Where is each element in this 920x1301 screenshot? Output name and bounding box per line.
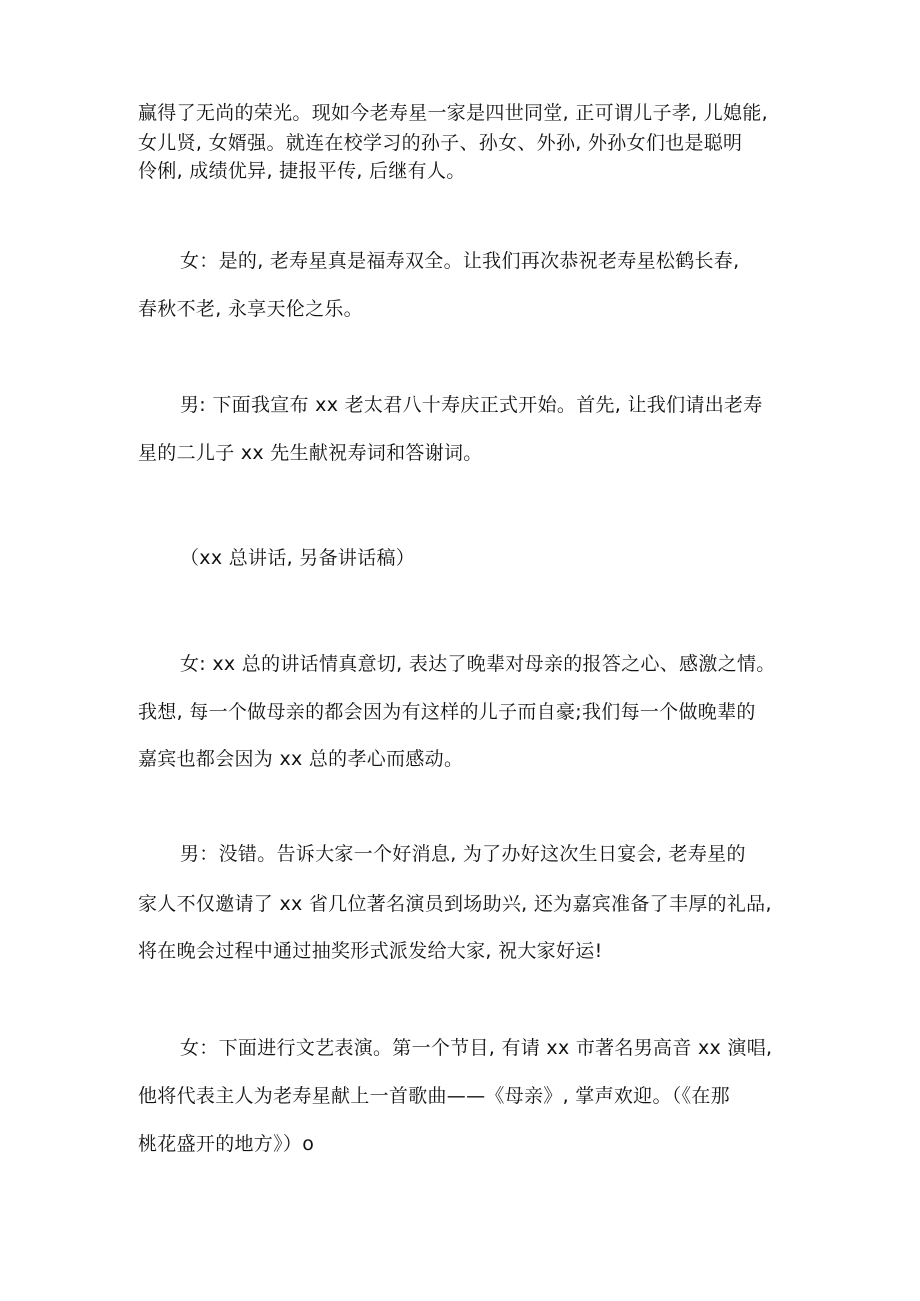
paragraph-5-line-1: 女: xx 总的讲话情真意切, 表达了晚辈对母亲的报答之心、感激之情。 xyxy=(180,653,776,675)
paragraph-3-line-1: 男: 下面我宣布 xx 老太君八十寿庆正式开始。首先, 让我们请出老寿 xyxy=(180,394,763,416)
paragraph-2-line-2: 春秋不老, 永享天伦之乐。 xyxy=(138,298,363,320)
paragraph-5-line-3: 嘉宾也都会因为 xx 总的孝心而感动。 xyxy=(138,748,464,770)
paragraph-7-line-3: 桃花盛开的地方》）o xyxy=(138,1133,315,1155)
paragraph-1-line-3: 伶俐, 成绩优异, 捷报平传, 后继有人。 xyxy=(138,160,466,182)
paragraph-1-line-2: 女儿贤, 女婿强。就连在校学习的孙子、孙女、外孙, 外孙女们也是聪明 xyxy=(138,132,743,154)
paragraph-7-line-2: 他将代表主人为老寿星献上一首歌曲——《母亲》, 掌声欢迎。（《在那 xyxy=(138,1085,730,1107)
paragraph-6-line-2: 家人不仅邀请了 xx 省几位著名演员到场助兴, 还为嘉宾准备了丰厚的礼品, xyxy=(138,893,772,915)
paragraph-7-line-1: 女：下面进行文艺表演。第一个节目, 有请 xx 市著名男高音 xx 演唱, xyxy=(180,1037,773,1059)
paragraph-5-line-2: 我想, 每一个做母亲的都会因为有这样的儿子而自豪;我们每一个做晚辈的 xyxy=(138,701,756,723)
paragraph-6-line-1: 男：没错。告诉大家一个好消息, 为了办好这次生日宴会, 老寿星的 xyxy=(180,843,746,865)
paragraph-4-line-1: （xx 总讲话, 另备讲话稿） xyxy=(180,547,416,569)
paragraph-6-line-3: 将在晚会过程中通过抽奖形式派发给大家, 祝大家好运! xyxy=(138,940,603,962)
paragraph-1-line-1: 赢得了无尚的荣光。现如今老寿星一家是四世同堂, 正可谓儿子孝, 儿媳能, xyxy=(138,102,768,124)
paragraph-3-line-2: 星的二儿子 xx 先生献祝寿词和答谢词。 xyxy=(138,442,483,464)
paragraph-2-line-1: 女：是的, 老寿星真是福寿双全。让我们再次恭祝老寿星松鹤长春, xyxy=(180,250,740,272)
